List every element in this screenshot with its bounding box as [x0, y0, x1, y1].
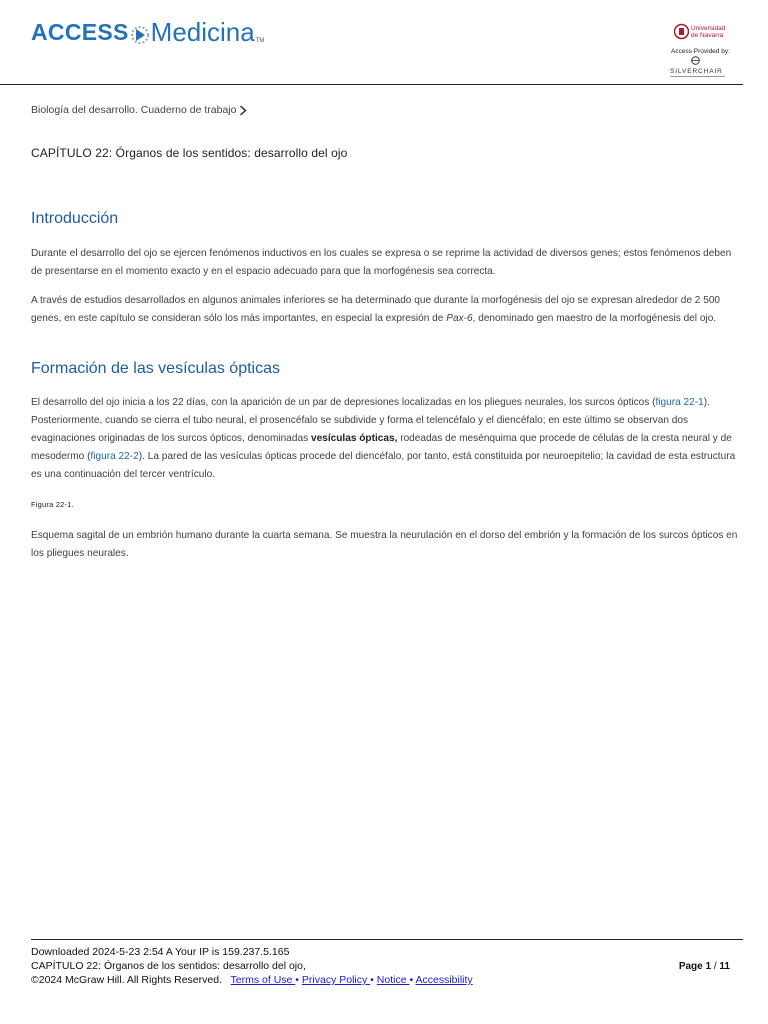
figure-caption: Esquema sagital de un embrión humano durante la cuarta semana. Se muestra la neurulación en el dorso del embrión y la formación de los surcos ópticos en los pliegues neurales. — [31, 530, 738, 559]
page-separator: / — [711, 961, 720, 972]
page-total: 11 — [719, 961, 730, 972]
access-provided-label: Access Provided by: — [671, 48, 730, 55]
footer-separator: • — [295, 974, 299, 986]
section-heading-introduccion: Introducción — [31, 210, 119, 227]
section-heading-formacion: Formación de las vesículas ópticas — [31, 360, 280, 377]
figure-22-1-link[interactable]: figura 22-1 — [655, 397, 704, 408]
download-info: Downloaded 2024-5-23 2:54 A Your IP is 159.237.5.165 — [31, 946, 290, 958]
page-label: Page — [678, 961, 706, 972]
logo-medicina-text: Medicina — [150, 17, 255, 47]
footer-legal-line — [31, 974, 473, 986]
footer-chapter-title: CAPÍTULO 22: Órganos de los sentidos: desarrollo del ojo, — [31, 960, 306, 972]
intro-paragraph-1: Durante el desarrollo del ojo se ejercen fenómenos inductivos en los cuales se expresa o se reprime la actividad de diversos genes; estos fenómenos deben de presentarse en el momento exacto y en el espacio adecuado para que la morfogénesis sea correcta. — [31, 248, 732, 277]
breadcrumb[interactable] — [31, 104, 247, 116]
copyright-text: ©2024 McGraw Hill. All Rights Reserved. — [31, 974, 222, 986]
silverchair-divider — [670, 76, 725, 77]
formation-paragraph: El desarrollo del ojo inicia a los 22 días, con la aparición de un par de depresiones localizadas en los pliegues neurales, los surcos ópticos (figura 22-1). Posteriormente, cuando se cierra el tubo neural, el prosencéfalo se subdivide y forma el telencéfalo y el diencéfalo; en este último se observan dos evaginaciones originadas de los surcos ópticos, denominadas vesículas ópticas, rodeadas de mesénquima que procede de células de la cresta neural y de mesodermo (figura 22-2). La pared de las vesículas ópticas procede del diencéfalo, por tanto, está constituida por neuroepitelio; la cavidad de esta estructura es una continuación del tercer ventrículo. — [31, 397, 736, 480]
chevron-right-icon[interactable] — [239, 105, 247, 116]
university-name: Universidad de Navarra — [691, 25, 726, 39]
page-indicator — [679, 961, 730, 972]
terms-of-use-link[interactable]: Terms of Use — [230, 974, 296, 986]
chapter-title: CAPÍTULO 22: Órganos de los sentidos: desarrollo del ojo — [31, 146, 348, 160]
university-seal-icon — [674, 23, 689, 40]
page-current: 1 — [705, 961, 712, 972]
accessmedicina-logo[interactable] — [31, 14, 264, 50]
accessibility-link[interactable]: Accessibility — [415, 974, 473, 986]
key-term-bold: vesículas ópticas, — [311, 433, 398, 444]
page-footer — [31, 939, 743, 986]
silverchair-logo: SILVERCHAIR — [670, 68, 723, 75]
intro-paragraph-2: A través de estudios desarrollados en algunos animales inferiores se ha determinado que durante la morfogénesis del ojo se expresan alrededor de 2 500 genes, en este capítulo se consideran sólo los más importantes, en especial la expresión de Pax-6, denominado gen maestro de la morfogénesis del ojo. — [31, 295, 721, 324]
gene-name-italic: Pax-6 — [446, 313, 473, 324]
breadcrumb-book-link[interactable]: Biología del desarrollo. Cuaderno de trabajo — [31, 104, 237, 116]
notice-link[interactable]: Notice — [376, 974, 410, 986]
university-logo — [674, 22, 734, 44]
logo-access-text: ACCESS — [31, 19, 129, 45]
silverchair-icon — [691, 56, 700, 65]
trademark-mark: TM — [255, 38, 265, 44]
figure-22-2-link[interactable]: figura 22-2 — [90, 451, 139, 462]
gear-arrow-icon — [130, 20, 150, 50]
footer-separator: • — [370, 974, 374, 986]
footer-separator: • — [409, 974, 414, 986]
privacy-policy-link[interactable]: Privacy Policy — [301, 974, 371, 986]
page-header — [0, 0, 743, 85]
figure-label: Figura 22-1. — [31, 500, 74, 509]
